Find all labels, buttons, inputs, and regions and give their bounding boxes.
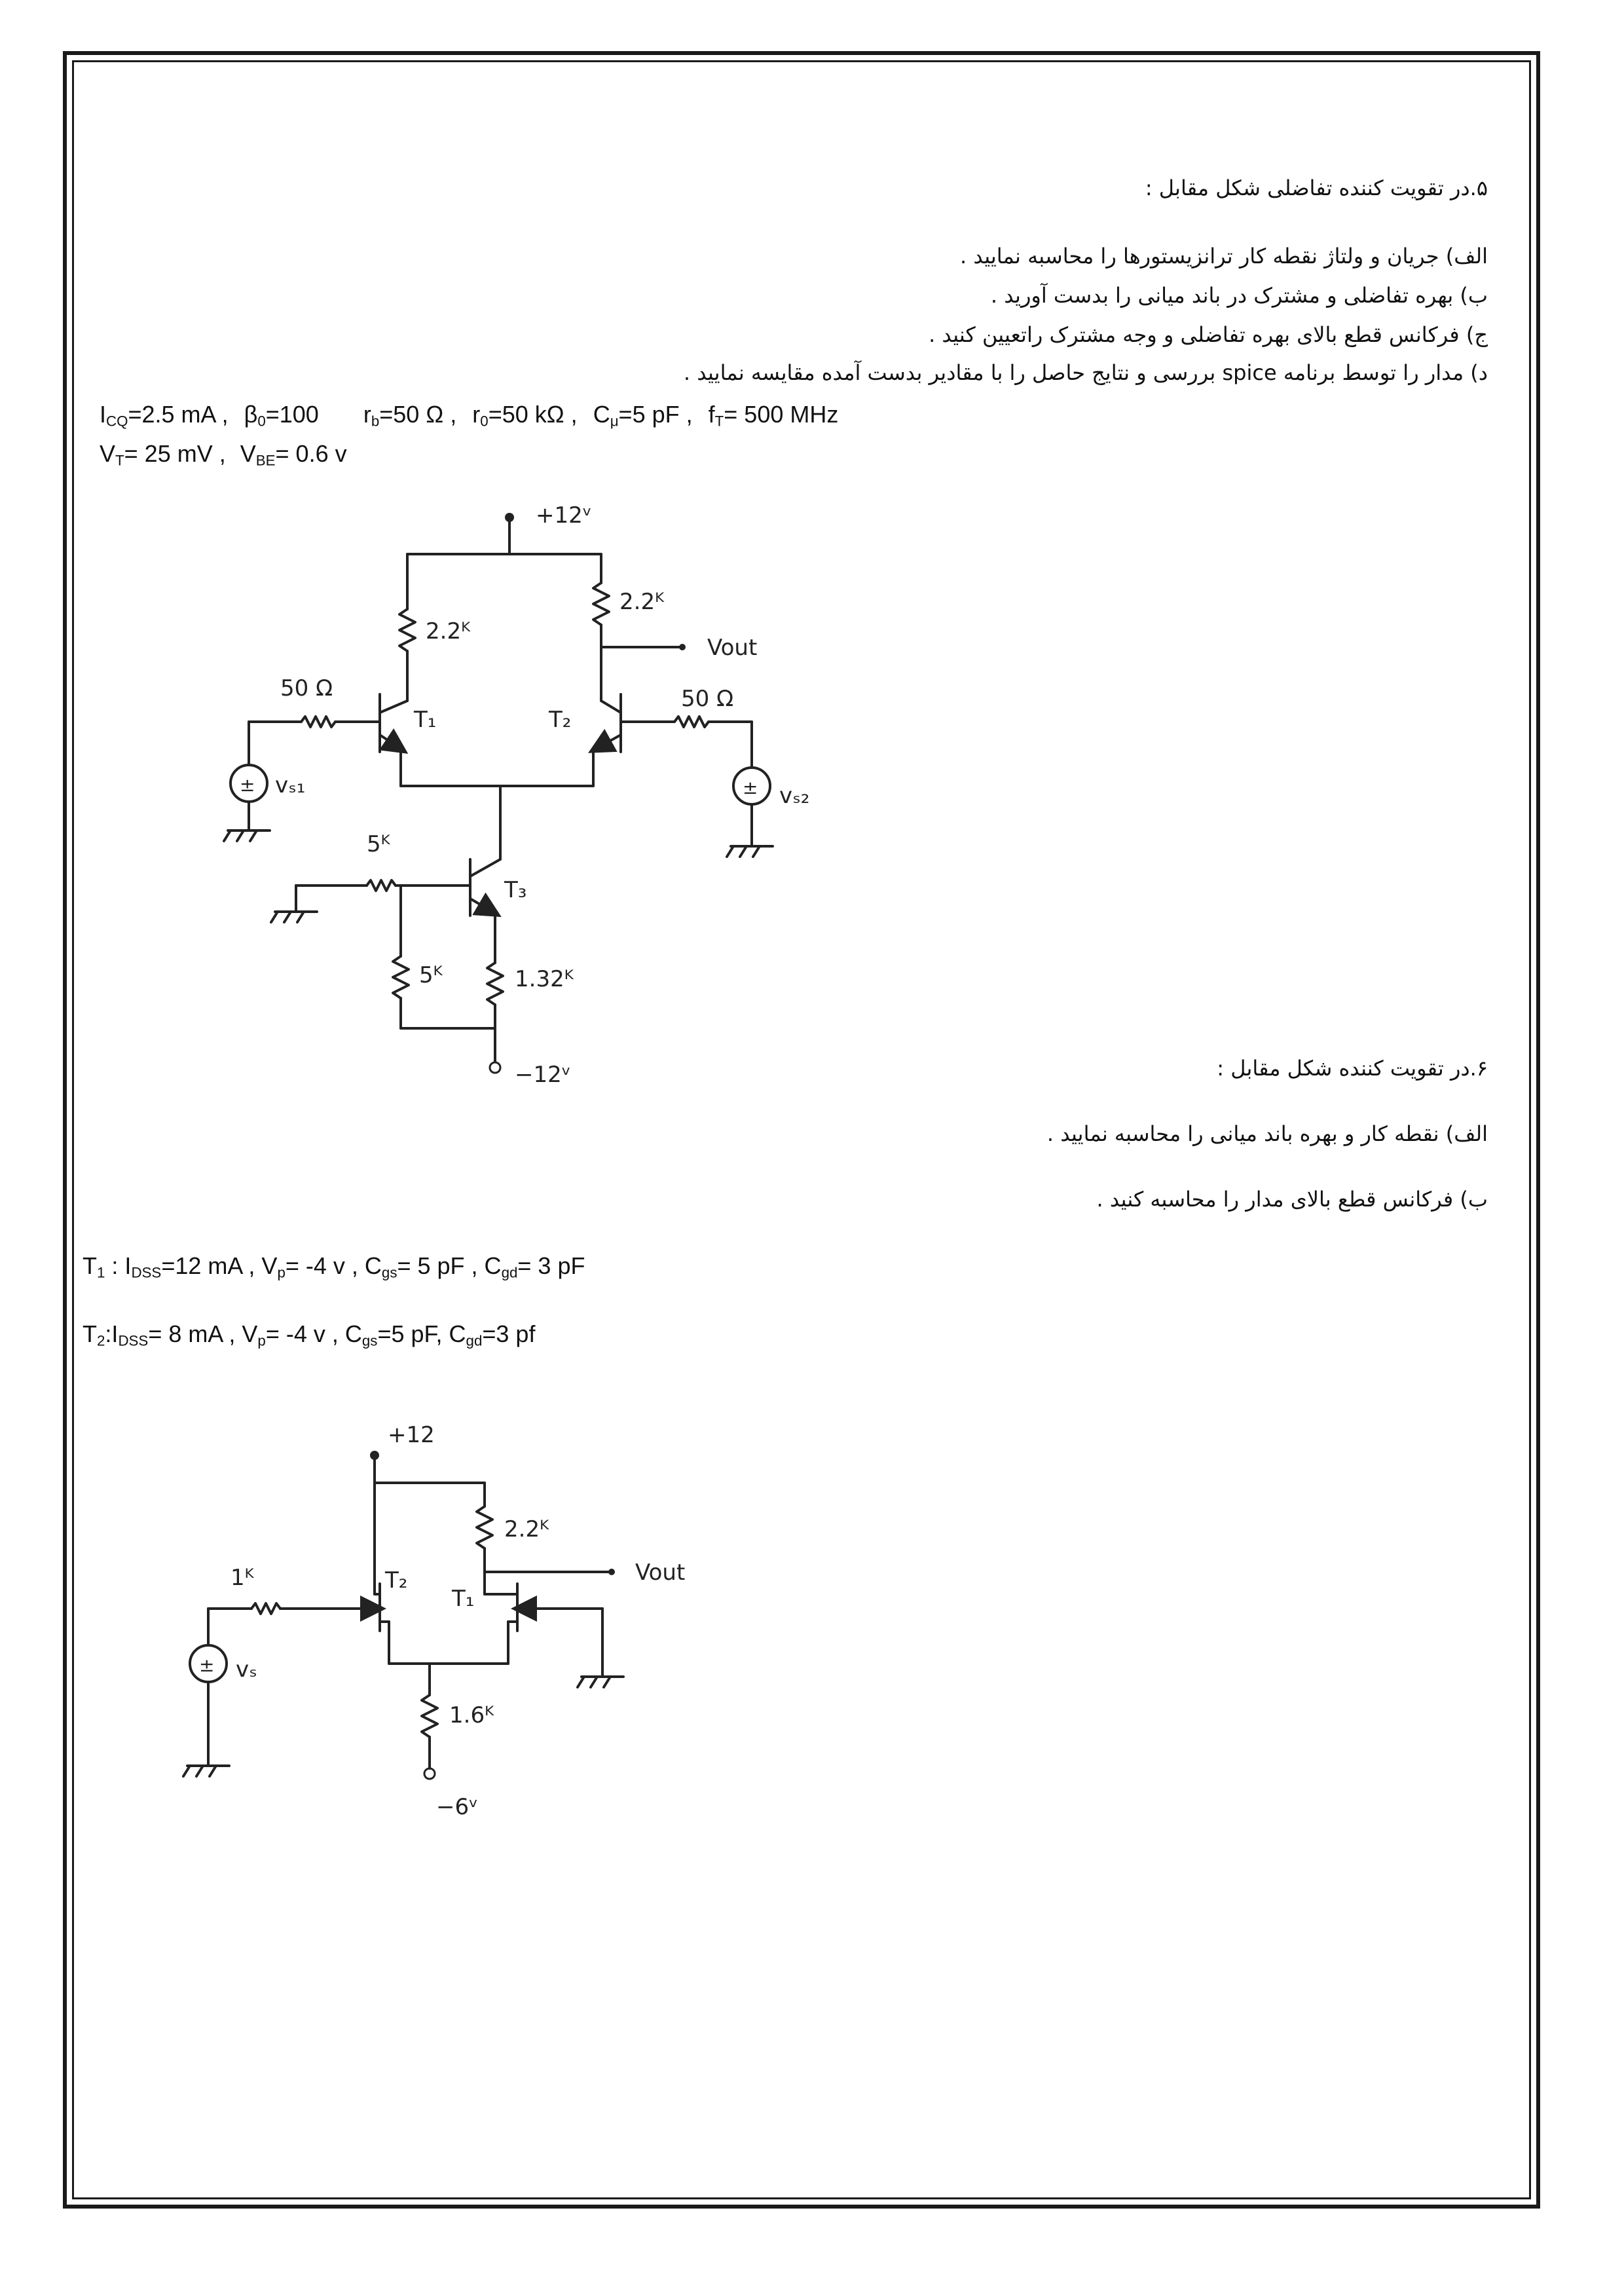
q5-params-line1: $I_{CQ}=2.5$ mA , $\beta_0=100$ $r_b=50$ Ω , $r_0=50$ kΩ , $C_\mu=5$ pF , $f_T= 500$ MHz bbox=[100, 401, 839, 430]
ground-icon bbox=[578, 1677, 623, 1687]
ground-icon bbox=[224, 830, 270, 841]
re3-label: 1.32ᴷ bbox=[515, 966, 574, 992]
q6-part-b: ب) فرکانس قطع بالای مدار را محاسبه کنید . bbox=[1096, 1187, 1488, 1212]
q6-t1-label: T₁ bbox=[452, 1586, 475, 1612]
q6-vout-label: Vout bbox=[635, 1559, 686, 1586]
q5-vout-label: Vout bbox=[707, 635, 758, 661]
t2-jfet bbox=[351, 1483, 389, 1637]
r5k-label: 5ᴷ bbox=[419, 962, 443, 988]
t3-bjt bbox=[470, 859, 500, 963]
vdd-label: +12 bbox=[388, 1422, 435, 1448]
q6-circuit bbox=[183, 1422, 685, 1820]
rd-resistor bbox=[477, 1506, 492, 1548]
vs1-label: vₛ₁ bbox=[275, 772, 306, 798]
rb2-resistor bbox=[674, 717, 709, 727]
vee-terminal bbox=[490, 1062, 500, 1073]
q6-part-a: الف) نقطه کار و بهره باند میانی را محاسبه نمایید . bbox=[1046, 1121, 1488, 1146]
q6-t2-params: $T_2:I_{DSS}= 8$ mA , $V_p= -4$ v , $C_{gs}=5$ pF, $C_{gd}=3$ pf bbox=[83, 1320, 536, 1349]
rc2-label: 2.2ᴷ bbox=[619, 589, 665, 615]
q6-t1-params: $T_1$ : $I_{DSS}=12$ mA , $V_p= -4$ v , $C_{gs}= 5$ pF , $C_{gd}= 3$ pF bbox=[83, 1252, 585, 1281]
ground-icon bbox=[271, 912, 317, 922]
t1-label: T₁ bbox=[414, 707, 437, 733]
ground-icon bbox=[727, 846, 773, 857]
rs-label: 1.6ᴷ bbox=[449, 1702, 494, 1728]
re3-resistor bbox=[487, 963, 503, 1005]
t1-jfet bbox=[485, 1572, 589, 1637]
svg-text:±: ± bbox=[240, 774, 255, 796]
q5-circuit bbox=[224, 502, 809, 1088]
q5-params-line2: $V_T= 25$ mV , $V_{BE}= 0.6$ v bbox=[100, 440, 347, 469]
rc2-resistor bbox=[593, 583, 609, 625]
rb3-label: 5ᴷ bbox=[367, 831, 390, 857]
rd-label: 2.2ᴷ bbox=[504, 1516, 549, 1542]
t1-bjt bbox=[380, 694, 407, 786]
svg-text:±: ± bbox=[199, 1654, 215, 1676]
rb1-label: 50 Ω bbox=[280, 675, 333, 701]
rs-resistor bbox=[422, 1695, 437, 1737]
rb1-resistor bbox=[301, 717, 335, 727]
rg-resistor bbox=[251, 1603, 280, 1614]
vs2-label: vₛ₂ bbox=[779, 783, 810, 809]
q5-part-c: ج) فرکانس قطع بالای بهره تفاضلی و وجه مشترک راتعیین کنید . bbox=[929, 322, 1488, 347]
rg-label: 1ᴷ bbox=[231, 1565, 254, 1591]
rc1-label: 2.2ᴷ bbox=[426, 618, 471, 644]
vss-label: −6ᵛ bbox=[436, 1794, 479, 1820]
q5-part-a: الف) جریان و ولتاژ نقطه کار ترانزیستورها را محاسبه نمایید . bbox=[960, 244, 1488, 269]
t2-label: T₂ bbox=[549, 707, 572, 733]
vee-label: −12ᵛ bbox=[515, 1062, 571, 1088]
ground-icon bbox=[183, 1766, 229, 1776]
rb3-resistor bbox=[367, 880, 396, 891]
q5-part-d: د) مدار را توسط برنامه spice بررسی و نتایج حاصل را با مقادیر بدست آمده مقایسه نمایید . bbox=[683, 360, 1488, 385]
rb2-label: 50 Ω bbox=[681, 686, 734, 712]
q6-title: ۶.در تقویت کننده شکل مقابل : bbox=[1217, 1056, 1488, 1081]
t3-label: T₃ bbox=[504, 877, 527, 903]
vss-terminal bbox=[424, 1768, 435, 1779]
vs-label: vₛ bbox=[236, 1656, 257, 1683]
vcc-terminal bbox=[505, 513, 514, 522]
vcc-label: +12ᵛ bbox=[536, 502, 592, 529]
rc1-resistor bbox=[399, 609, 415, 651]
r5k-resistor bbox=[393, 956, 409, 998]
vdd-terminal bbox=[370, 1451, 379, 1460]
q5-part-b: ب) بهره تفاضلی و مشترک در باند میانی را بدست آورید . bbox=[990, 283, 1488, 308]
q5-title: ۵.در تقویت کننده تفاضلی شکل مقابل : bbox=[1145, 176, 1488, 200]
t2-bjt bbox=[593, 694, 621, 786]
q6-t2-label: T₂ bbox=[385, 1567, 408, 1594]
svg-text:±: ± bbox=[743, 777, 758, 798]
